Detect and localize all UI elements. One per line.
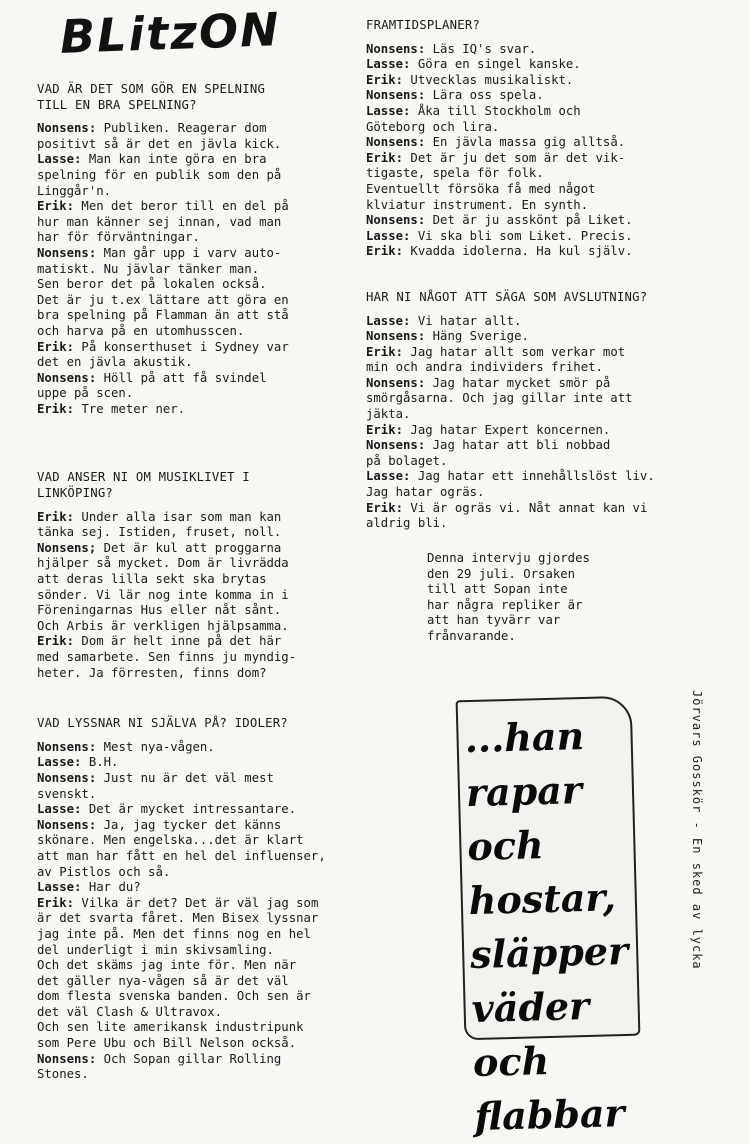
answer-line (366, 88, 696, 104)
left-column (37, 82, 357, 1083)
answer-line (37, 556, 357, 572)
answer-line (37, 865, 357, 881)
speaker-name: Nonsens: (366, 375, 426, 390)
answer-line (366, 391, 696, 407)
answer-text: matiskt. Nu jävlar tänker man. (37, 261, 260, 276)
answer-line (37, 755, 357, 771)
speaker-name: Erik: (366, 344, 404, 359)
answer-text: B.H. (81, 755, 119, 770)
answer-text: Och det skäms jag inte för. Men när (37, 958, 297, 973)
answer-line (37, 771, 357, 787)
interview-note (427, 551, 627, 645)
answer-text: klviatur instrument. En synth. (366, 197, 589, 212)
answer-text: Föreningarnas Hus eller nåt sånt. (37, 603, 282, 618)
answer-text: tigaste, spela för folk. (366, 166, 544, 181)
clipping-line: och (466, 822, 545, 870)
answer-line (37, 541, 357, 557)
answer-line (366, 438, 696, 454)
clipping-line: rapar (465, 767, 583, 816)
answer-line (366, 104, 696, 120)
note-line: den 29 juli. Orsaken (427, 566, 576, 581)
speaker-name: Lasse: (366, 469, 411, 484)
answer-line (37, 634, 357, 650)
interview-section (37, 470, 357, 681)
answer-text: Häng Sverige. (425, 329, 529, 344)
answer-line (37, 619, 357, 635)
answer-line (366, 469, 696, 485)
speaker-name: Nonsens: (37, 817, 97, 832)
interview-section (37, 716, 357, 1083)
answer-line (37, 355, 357, 371)
answer-text: sönder. Vi lär nog inte komma in i (37, 587, 289, 602)
answer-text: uppe på scen. (37, 386, 134, 401)
answer-text: Och Sopan gillar Rolling (96, 1051, 282, 1066)
speaker-name: Nonsens: (366, 213, 426, 228)
answer-text: Jag hatar allt som verkar mot (403, 344, 626, 359)
answer-line (37, 510, 357, 526)
answer-text: skönare. Men engelska...det är klart (37, 833, 304, 848)
speaker-name: Nonsens: (37, 245, 97, 260)
answer-text: Och sen lite amerikansk industripunk (37, 1020, 304, 1035)
answer-text: att deras lilla sekt ska brytas (37, 572, 267, 587)
interview-section (366, 290, 696, 532)
clipping-line: flabbar (473, 1090, 626, 1140)
answer-line (37, 958, 357, 974)
answer-line (37, 340, 357, 356)
speaker-name: Erik: (37, 401, 75, 416)
speaker-name: Lasse: (37, 880, 82, 895)
answer-text: Det är ju asskönt på Liket. (425, 213, 633, 228)
answer-text: Det är ju t.ex lättare att göra en (37, 292, 289, 307)
answer-line (37, 293, 357, 309)
answer-text: och harva på en utomhusscen. (37, 323, 245, 338)
answer-text: som Pere Ubu och Bill Nelson också. (37, 1036, 297, 1051)
answer-line (366, 407, 696, 423)
answer-line (366, 454, 696, 470)
answer-text: Läs IQ's svar. (425, 41, 537, 56)
speaker-name: Erik: (37, 634, 75, 649)
speaker-name: Lasse: (366, 57, 411, 72)
answer-text: Göteborg och lira. (366, 119, 500, 134)
newspaper-clipping (456, 696, 641, 1140)
speaker-name: Nonsens: (37, 1051, 97, 1066)
answer-line (37, 121, 357, 137)
speaker-name: Lasse: (37, 152, 82, 167)
speaker-name: Erik: (37, 339, 75, 354)
clipping-line: hostar, (468, 874, 617, 924)
answer-line (37, 152, 357, 168)
question-line: FRAMTIDSPLANER? (366, 18, 481, 32)
note-line: frånvarande. (427, 628, 516, 643)
answer-line (37, 833, 357, 849)
answer-text: bra spelning på Flamman än att stå (37, 308, 289, 323)
note-line: Denna intervju gjordes (427, 551, 590, 565)
question-line: VAD ANSER NI OM MUSIKLIVET I (37, 470, 250, 485)
answer-line (366, 345, 696, 361)
answer-text: har för förväntningar. (37, 230, 200, 245)
answer-line (366, 329, 696, 345)
answer-line (366, 244, 696, 260)
answer-line (37, 215, 357, 231)
answer-text: heter. Ja förresten, finns dom? (37, 665, 267, 680)
answer-line (37, 184, 357, 200)
clipping-line: släpper (469, 927, 629, 978)
answer-text: Vi är ogräs vi. Nåt annat kan vi (403, 500, 648, 515)
speaker-name: Nonsens: (366, 438, 426, 453)
answer-text: Och Arbis är verkligen hjälpsamma. (37, 618, 289, 633)
answer-line (366, 135, 696, 151)
question-line: HAR NI NÅGOT ATT SÄGA SOM AVSLUTNING? (366, 289, 648, 304)
answer-text: att man har fått en hel del influenser, (37, 848, 326, 863)
answer-line (37, 199, 357, 215)
clipping-line: och (472, 1038, 550, 1086)
note-line: har några repliker är (427, 597, 583, 612)
answer-text: Det är mycket intressantare. (81, 802, 297, 817)
answer-text: tänka sej. Istiden, fruset, noll. (37, 525, 282, 540)
answer-text: Jag hatar ogräs. (366, 485, 485, 500)
answer-text: av Pistlos och så. (37, 864, 171, 879)
speaker-name: Nonsens: (37, 739, 97, 754)
answer-line (37, 896, 357, 912)
question-line: LINKÖPING? (37, 486, 114, 501)
answer-line (37, 525, 357, 541)
speaker-name: Erik: (366, 150, 404, 165)
answer-text: spelning för en publik som den på (37, 167, 282, 182)
answer-line (37, 1036, 357, 1052)
answer-text: del underligt i min skivsamling. (37, 942, 274, 957)
speaker-name: Nonsens: (366, 329, 426, 344)
answer-text: Dom är helt inne på det här (74, 634, 282, 649)
answer-text: jag inte på. Men det finns nog en hel (37, 926, 311, 941)
answer-text: min och andra individers frihet. (366, 360, 603, 375)
answer-line (37, 137, 357, 153)
speaker-name: Lasse: (366, 228, 411, 243)
answer-text: Lära oss spela. (425, 88, 544, 103)
answer-line (37, 588, 357, 604)
clipping-line: ...han (463, 713, 585, 762)
answer-line (366, 376, 696, 392)
answer-text: hjälper så mycket. Dom är livrädda (37, 556, 289, 571)
speaker-name: Lasse: (366, 103, 411, 118)
interview-question (37, 82, 357, 113)
answer-text: smörgåsarna. Och jag gillar inte att (366, 391, 633, 406)
answer-text: Åka till Stockholm och (410, 103, 581, 118)
answer-text: Stones. (37, 1067, 89, 1082)
answer-text: Man kan inte göra en bra (81, 152, 267, 167)
answer-text: Publiken. Reagerar dom (96, 121, 267, 136)
interview-question (366, 18, 696, 34)
answer-line (37, 277, 357, 293)
interview-question (37, 716, 357, 732)
answer-text: på bolaget. (366, 453, 448, 468)
answer-text: hur man känner sej innan, vad man (37, 214, 282, 229)
answer-line (37, 308, 357, 324)
answer-line (37, 989, 357, 1005)
speaker-name: Erik: (366, 422, 404, 437)
question-line: VAD LYSSNAR NI SJÄLVA PÅ? IDOLER? (37, 716, 288, 731)
answer-line (366, 213, 696, 229)
speaker-name: Erik: (366, 500, 404, 515)
answer-line (37, 324, 357, 340)
clipping-line: väder (471, 982, 590, 1032)
answer-line (37, 230, 357, 246)
answer-line (37, 974, 357, 990)
speaker-name: Nonsens: (366, 135, 426, 150)
answer-text: Det är ju det som är det vik- (403, 150, 626, 165)
answer-line (37, 666, 357, 682)
answer-line (37, 402, 357, 418)
answer-text: svenskt. (37, 786, 97, 801)
speaker-name: Nonsens: (37, 370, 97, 385)
answer-text: det en jävla akustik. (37, 355, 193, 370)
answer-line (366, 182, 696, 198)
speaker-name: Nonsens: (366, 41, 426, 56)
answer-text: Jag hatar Expert koncernen. (403, 422, 611, 437)
answer-line (37, 650, 357, 666)
answer-line (37, 246, 357, 262)
speaker-name: Nonsens: (366, 88, 426, 103)
answer-text: Vilka är det? Det är väl jag som (74, 895, 319, 910)
right-column (366, 18, 696, 532)
answer-text: Ja, jag tycker det känns (96, 817, 282, 832)
answer-text: Men det beror till en del på (74, 199, 289, 214)
answer-line (366, 229, 696, 245)
clipping-text (464, 708, 635, 1144)
answer-text: På konserthuset i Sydney var (74, 339, 289, 354)
answer-line (37, 787, 357, 803)
answer-text: är det svarta fåret. Men Bisex lyssnar (37, 911, 319, 926)
question-line: TILL EN BRA SPELNING? (37, 97, 197, 112)
speaker-name: Nonsens: (37, 121, 97, 136)
answer-text: Eventuellt försöka få med något (366, 181, 596, 196)
speaker-name: Erik: (366, 72, 404, 87)
answer-line (366, 73, 696, 89)
note-line: att han tyvärr var (427, 613, 561, 628)
answer-text: Har du? (81, 880, 141, 895)
answer-line (37, 572, 357, 588)
answer-line (37, 802, 357, 818)
answer-text: positivt så är det en jävla kick. (37, 136, 282, 151)
speaker-name: Lasse: (37, 755, 82, 770)
answer-line (37, 1052, 357, 1068)
answer-text: En jävla massa gig alltså. (425, 135, 626, 150)
answer-line (366, 485, 696, 501)
answer-text: Höll på att få svindel (96, 370, 267, 385)
answer-line (37, 818, 357, 834)
answer-text: Vi ska bli som Liket. Precis. (410, 228, 633, 243)
speaker-name: Erik: (37, 895, 75, 910)
answer-line (37, 371, 357, 387)
blitzon-logo: BLitzON (59, 2, 282, 64)
speaker-name: Lasse: (37, 802, 82, 817)
answer-line (366, 516, 696, 532)
answer-line (366, 314, 696, 330)
answer-text: Jag hatar att bli nobbad (425, 438, 611, 453)
answer-text: Kvadda idolerna. Ha kul själv. (403, 244, 633, 259)
answer-line (366, 42, 696, 58)
answer-line (366, 57, 696, 73)
answer-text: Vi hatar allt. (410, 313, 522, 328)
answer-text: Just nu är det väl mest (96, 770, 274, 785)
answer-line (37, 849, 357, 865)
answer-text: Tre meter ner. (74, 401, 186, 416)
answer-text: jäkta. (366, 407, 411, 422)
interview-section (366, 18, 696, 260)
answer-line (37, 168, 357, 184)
answer-text: Linggår'n. (37, 183, 112, 198)
answer-line (37, 1020, 357, 1036)
interview-question (37, 470, 357, 501)
answer-text: Mest nya-vågen. (96, 739, 215, 754)
answer-line (366, 423, 696, 439)
answer-line (37, 943, 357, 959)
answer-text: med samarbete. Sen finns ju myndig- (37, 650, 297, 664)
answer-line (37, 386, 357, 402)
answer-line (366, 151, 696, 167)
answer-text: Man går upp i varv auto- (96, 245, 282, 260)
answer-line (37, 262, 357, 278)
answer-line (37, 880, 357, 896)
answer-line (37, 927, 357, 943)
answer-line (37, 1005, 357, 1021)
answer-line (37, 603, 357, 619)
note-line: till att Sopan inte (427, 582, 568, 597)
answer-text: det gäller nya-vågen så är det väl (37, 973, 289, 988)
speaker-name: Erik: (366, 244, 404, 259)
answer-text: Sen beror det på lokalen också. (37, 277, 267, 292)
answer-text: dom flesta svenska banden. Och sen är (37, 989, 311, 1004)
answer-text: Under alla isar som man kan (74, 509, 282, 524)
question-line: VAD ÄR DET SOM GÖR EN SPELNING (37, 82, 266, 96)
answer-line (366, 501, 696, 517)
answer-line (366, 166, 696, 182)
answer-text: Jag hatar mycket smör på (425, 375, 611, 390)
speaker-name: Nonsens: (37, 770, 97, 785)
speaker-name: Lasse: (366, 313, 411, 328)
side-caption: Jörvars Gosskör - En sked av lycka (690, 690, 704, 970)
speaker-name: Nonsens; (37, 540, 97, 555)
answer-line (366, 360, 696, 376)
answer-text: det väl Clash & Ultravox. (37, 1004, 223, 1019)
answer-line (37, 740, 357, 756)
speaker-name: Erik: (37, 199, 75, 214)
answer-text: Jag hatar ett innehållslöst liv. (410, 469, 655, 484)
answer-text: Utvecklas musikaliskt. (403, 72, 574, 87)
answer-line (37, 911, 357, 927)
speaker-name: Erik: (37, 509, 75, 524)
answer-text: aldrig bli. (366, 516, 448, 531)
answer-text: Det är kul att proggarna (96, 540, 282, 555)
interview-question (366, 290, 696, 306)
answer-line (366, 198, 696, 214)
interview-section (37, 82, 357, 417)
answer-text: Göra en singel kanske. (410, 57, 581, 72)
answer-line (366, 120, 696, 136)
